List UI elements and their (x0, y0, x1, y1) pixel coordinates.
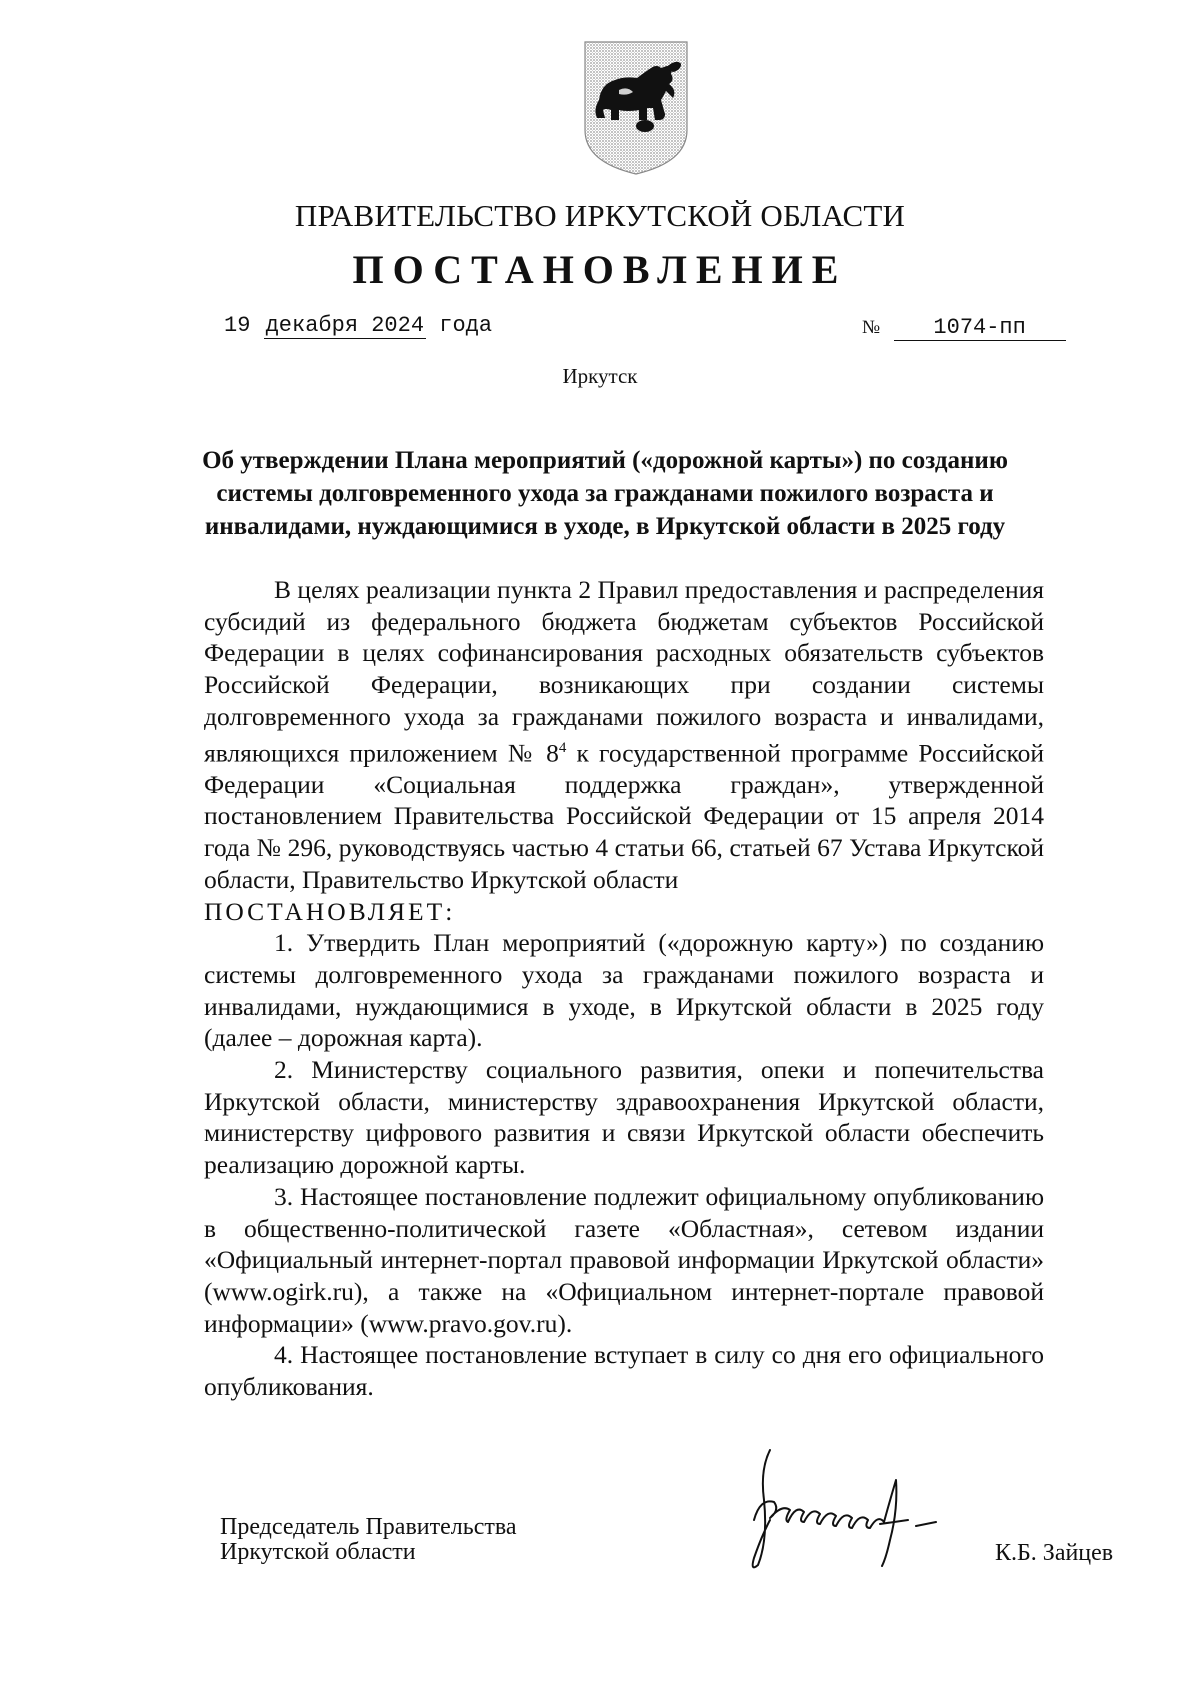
superscript: 4 (558, 739, 567, 756)
position-line-1: Председатель Правительства (220, 1514, 517, 1540)
number-value: 1074-пп (894, 315, 1066, 341)
government-title: ПРАВИТЕЛЬСТВО ИРКУТСКОЙ ОБЛАСТИ (294, 198, 906, 233)
document-type-title: ПОСТАНОВЛЕНИЕ (352, 247, 848, 292)
decree-word: ПОСТАНОВЛЯЕТ: (204, 896, 456, 926)
signatory-position (220, 1515, 517, 1565)
date-day: 19 (224, 313, 251, 338)
handwritten-signature-icon (730, 1440, 960, 1575)
item-2: 2. Министерству социального развития, опеки и попечительства Иркутской области, министерству здравоохранения Иркутской области, министерству цифрового развития и связи Иркутской области обеспечить реализацию дорожной карты. (204, 1055, 1044, 1180)
item-4: 4. Настоящее постановление вступает в силу со дня его официального опубликования. (204, 1340, 1044, 1402)
decree-subject: Об утверждении Плана мероприятий («дорожной карты») по созданию системы долговременного ухода за гражданами пожилого возраста и инвалидами, нуждающимися в уходе, в Иркутской области в 2025 году (202, 447, 1008, 540)
position-line-2: Иркутской области (220, 1539, 416, 1565)
date-month-year: декабря 2024 (265, 313, 425, 338)
city: Иркутск (562, 364, 638, 388)
decree-date (224, 313, 492, 339)
coat-of-arms-icon (581, 38, 691, 178)
decree-body (204, 574, 1044, 1403)
number-label: № (862, 317, 881, 338)
item-3: 3. Настоящее постановление подлежит официальному опубликованию в общественно-политической газете «Областная», сетевом издании «Официальный интернет-портал правовой информации Иркутской области» (www.ogirk.ru), а также на «Официальном интернет-портале правовой информации» (www.pravo.gov.ru). (204, 1181, 1044, 1338)
date-suffix: года (439, 313, 493, 338)
signatory-name: К.Б. Зайцев (995, 1540, 1114, 1566)
item-1: 1. Утвердить План мероприятий («дорожную карту») по созданию системы долговременного ухода за гражданами пожилого возраста и инвалидами, нуждающимися в уходе, в Иркутской области в 2025 году (далее – дорожная карта). (204, 928, 1044, 1053)
preamble-paragraph: В целях реализации пункта 2 Правил предоставления и распределения субсидий из федерального бюджета бюджетам субъектов Российской Федерации в целях софинансирования расходных обязательств субъектов Российской Федерации, возникающих при создании системы долговременного ухода за гражданами пожилого возраста и инвалидами, являющихся приложением № $8^4$ к государственной программе Российской Федерации «Социальная поддержка граждан», утвержденной постановлением Правительства Российской Федерации от 15 апреля 2014 года № 296, руководствуясь частью 4 статьи 66, статьей 67 Устава Иркутской области, Правительство Иркутской области (204, 575, 1044, 894)
decree-number (862, 313, 1066, 341)
